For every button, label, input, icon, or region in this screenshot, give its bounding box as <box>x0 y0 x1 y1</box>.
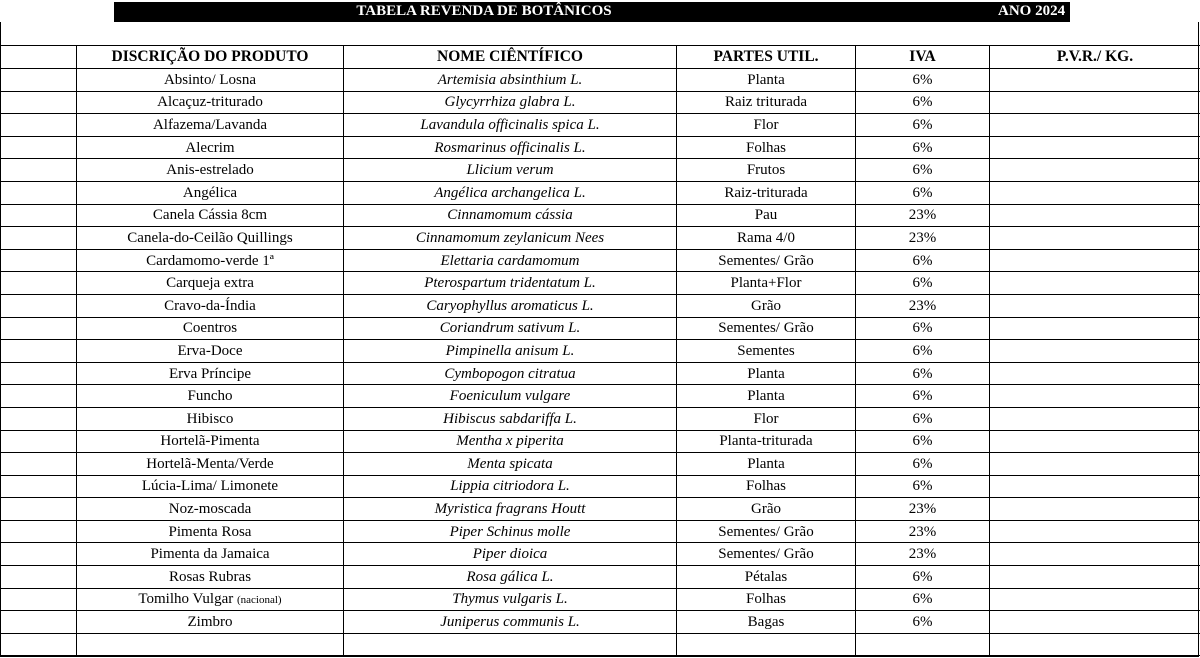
row-gutter-cell <box>1 114 77 137</box>
price-table <box>0 45 1200 656</box>
scientific-name-cell: Lippia citriodora L. <box>344 475 677 498</box>
parts-used-cell: Flor <box>677 114 856 137</box>
product-name: Hibisco <box>186 410 234 427</box>
product-name: Angélica <box>182 184 238 201</box>
product-cell <box>77 543 344 566</box>
product-cell <box>77 385 344 408</box>
product-cell <box>77 136 344 159</box>
pvr-cell <box>990 272 1200 295</box>
pvr-cell <box>990 498 1200 521</box>
product-cell <box>77 588 344 611</box>
iva-cell: 6% <box>856 317 990 340</box>
iva-cell: 6% <box>856 340 990 363</box>
iva-cell: 6% <box>856 588 990 611</box>
parts-used-cell: Frutos <box>677 159 856 182</box>
table-row <box>1 633 1200 656</box>
pvr-cell <box>990 611 1200 634</box>
iva-cell: 6% <box>856 385 990 408</box>
pvr-cell <box>990 520 1200 543</box>
pvr-cell <box>990 69 1200 92</box>
scientific-name-cell: Foeniculum vulgare <box>344 385 677 408</box>
product-name: Zimbro <box>187 614 233 631</box>
product-name: Canela-do-Ceilão Quillings <box>127 229 293 246</box>
parts-used-cell: Pétalas <box>677 566 856 589</box>
pvr-cell <box>990 159 1200 182</box>
pvr-cell <box>990 588 1200 611</box>
scientific-name-cell: Pimpinella anisum L. <box>344 340 677 363</box>
pvr-cell <box>990 362 1200 385</box>
parts-used-cell: Planta <box>677 453 856 476</box>
iva-cell: 6% <box>856 566 990 589</box>
table-row <box>1 227 1200 250</box>
iva-cell: 23% <box>856 227 990 250</box>
scientific-name-cell: Hibiscus sabdariffa L. <box>344 407 677 430</box>
pvr-cell <box>990 204 1200 227</box>
product-name: Hortelã-Menta/Verde <box>146 455 274 472</box>
parts-used-cell: Flor <box>677 407 856 430</box>
row-gutter-cell <box>1 588 77 611</box>
product-cell <box>77 317 344 340</box>
parts-used-cell: Folhas <box>677 475 856 498</box>
table-row <box>1 385 1200 408</box>
scientific-name-cell: Thymus vulgaris L. <box>344 588 677 611</box>
table-row <box>1 430 1200 453</box>
row-gutter-cell <box>1 543 77 566</box>
row-gutter-cell <box>1 317 77 340</box>
row-gutter-cell <box>1 227 77 250</box>
row-gutter-cell <box>1 407 77 430</box>
product-name: Cardamomo-verde 1ª <box>146 252 274 269</box>
product-cell <box>77 294 344 317</box>
iva-cell: 6% <box>856 159 990 182</box>
product-name: Canela Cássia 8cm <box>152 207 268 224</box>
row-gutter-cell <box>1 91 77 114</box>
year-label: ANO 2024 <box>998 3 1066 19</box>
row-gutter-cell <box>1 249 77 272</box>
parts-used-cell: Folhas <box>677 136 856 159</box>
scientific-name-cell: Pterospartum tridentatum L. <box>344 272 677 295</box>
row-gutter-cell <box>1 498 77 521</box>
scientific-name-cell: Artemisia absinthium L. <box>344 69 677 92</box>
pvr-cell <box>990 317 1200 340</box>
product-cell <box>77 204 344 227</box>
iva-cell: 6% <box>856 136 990 159</box>
pvr-cell <box>990 136 1200 159</box>
row-gutter-cell <box>1 272 77 295</box>
row-gutter-cell <box>1 159 77 182</box>
pvr-cell <box>990 114 1200 137</box>
pvr-cell <box>990 430 1200 453</box>
pvr-cell <box>990 633 1200 656</box>
iva-cell: 23% <box>856 498 990 521</box>
product-cell <box>77 633 344 656</box>
row-gutter-cell <box>1 204 77 227</box>
table-row <box>1 181 1200 204</box>
product-name: Pimenta da Jamaica <box>150 546 270 563</box>
product-name: Absinto/ Losna <box>163 71 257 88</box>
parts-used-cell: Planta-triturada <box>677 430 856 453</box>
product-cell <box>77 407 344 430</box>
pvr-cell <box>990 227 1200 250</box>
iva-cell: 6% <box>856 453 990 476</box>
product-name: Tomilho Vulgar <box>138 590 234 607</box>
table-row <box>1 69 1200 92</box>
table-row <box>1 249 1200 272</box>
product-cell <box>77 611 344 634</box>
pvr-cell <box>990 566 1200 589</box>
row-gutter-cell <box>1 520 77 543</box>
product-cell <box>77 453 344 476</box>
product-cell <box>77 475 344 498</box>
scientific-name-cell: Llicium verum <box>344 159 677 182</box>
product-cell <box>77 498 344 521</box>
table-row <box>1 453 1200 476</box>
iva-cell: 6% <box>856 69 990 92</box>
table-row <box>1 159 1200 182</box>
iva-cell: 6% <box>856 91 990 114</box>
scientific-name-cell: Cinnamomum zeylanicum Nees <box>344 227 677 250</box>
iva-cell: 6% <box>856 249 990 272</box>
pvr-cell <box>990 181 1200 204</box>
product-cell <box>77 340 344 363</box>
table-header-row <box>1 46 1200 69</box>
row-gutter-cell <box>1 385 77 408</box>
parts-used-cell: Sementes <box>677 340 856 363</box>
product-name: Funcho <box>187 388 233 405</box>
table-title: TABELA REVENDA DE BOTÂNICOS <box>356 3 612 19</box>
parts-used-cell: Folhas <box>677 588 856 611</box>
iva-cell: 23% <box>856 543 990 566</box>
table-row <box>1 611 1200 634</box>
row-gutter-cell <box>1 340 77 363</box>
iva-cell: 6% <box>856 362 990 385</box>
table-row <box>1 407 1200 430</box>
iva-cell: 23% <box>856 520 990 543</box>
table-row <box>1 340 1200 363</box>
row-gutter-cell <box>1 69 77 92</box>
scientific-name-cell: Piper Schinus molle <box>344 520 677 543</box>
product-name: Pimenta Rosa <box>168 523 252 540</box>
pvr-cell <box>990 453 1200 476</box>
product-name: Cravo-da-Índia <box>164 297 256 314</box>
product-name: Coentros <box>182 320 238 337</box>
scientific-name-cell: Piper dioica <box>344 543 677 566</box>
product-cell <box>77 430 344 453</box>
scientific-name-cell: Menta spicata <box>344 453 677 476</box>
parts-used-cell: Planta <box>677 362 856 385</box>
row-gutter-cell <box>1 633 77 656</box>
product-cell <box>77 91 344 114</box>
iva-cell: 23% <box>856 294 990 317</box>
product-name: Erva Príncipe <box>168 365 252 382</box>
pvr-cell <box>990 385 1200 408</box>
table-row <box>1 204 1200 227</box>
scientific-name-cell: Elettaria cardamomum <box>344 249 677 272</box>
product-cell <box>77 69 344 92</box>
scientific-name-cell: Rosmarinus officinalis L. <box>344 136 677 159</box>
pvr-cell <box>990 294 1200 317</box>
product-name: Noz-moscada <box>168 501 252 518</box>
row-gutter-cell <box>1 566 77 589</box>
product-cell <box>77 159 344 182</box>
row-gutter-cell <box>1 294 77 317</box>
parts-used-cell: Sementes/ Grão <box>677 317 856 340</box>
table-row <box>1 136 1200 159</box>
row-gutter-cell <box>1 136 77 159</box>
row-gutter-cell <box>1 430 77 453</box>
parts-used-cell: Sementes/ Grão <box>677 520 856 543</box>
scientific-name-cell: Angélica archangelica L. <box>344 181 677 204</box>
parts-used-cell: Planta+Flor <box>677 272 856 295</box>
product-cell <box>77 249 344 272</box>
row-gutter-cell <box>1 181 77 204</box>
table-row <box>1 588 1200 611</box>
pvr-cell <box>990 543 1200 566</box>
iva-cell: 6% <box>856 475 990 498</box>
product-name: Rosas Rubras <box>168 568 252 585</box>
parts-used-cell: Planta <box>677 385 856 408</box>
product-name: Alfazema/Lavanda <box>152 116 268 133</box>
product-cell <box>77 227 344 250</box>
column-header-parts: PARTES UTIL. <box>677 46 856 69</box>
column-header-iva: IVA <box>856 46 990 69</box>
table-row <box>1 520 1200 543</box>
iva-cell <box>856 633 990 656</box>
parts-used-cell: Pau <box>677 204 856 227</box>
table-row <box>1 294 1200 317</box>
parts-used-cell <box>677 633 856 656</box>
scientific-name-cell: Rosa gálica L. <box>344 566 677 589</box>
parts-used-cell: Raiz-triturada <box>677 181 856 204</box>
row-gutter-cell <box>1 475 77 498</box>
iva-cell: 6% <box>856 611 990 634</box>
scientific-name-cell: Cinnamomum cássia <box>344 204 677 227</box>
product-cell <box>77 566 344 589</box>
row-gutter-header <box>1 46 77 69</box>
product-name: Lúcia-Lima/ Limonete <box>141 478 279 495</box>
table-row <box>1 362 1200 385</box>
product-name: Alecrim <box>185 139 235 156</box>
product-cell <box>77 114 344 137</box>
scientific-name-cell: Glycyrrhiza glabra L. <box>344 91 677 114</box>
pvr-cell <box>990 91 1200 114</box>
row-gutter-cell <box>1 362 77 385</box>
product-name: Alcaçuz-triturado <box>157 94 263 111</box>
iva-cell: 6% <box>856 181 990 204</box>
table-row <box>1 114 1200 137</box>
product-name: Anis-estrelado <box>166 162 254 179</box>
iva-cell: 6% <box>856 272 990 295</box>
parts-used-cell: Grão <box>677 294 856 317</box>
pvr-cell <box>990 249 1200 272</box>
parts-used-cell: Sementes/ Grão <box>677 543 856 566</box>
product-cell <box>77 181 344 204</box>
iva-cell: 6% <box>856 430 990 453</box>
row-gutter-cell <box>1 453 77 476</box>
scientific-name-cell: Caryophyllus aromaticus L. <box>344 294 677 317</box>
product-cell <box>77 520 344 543</box>
table-row <box>1 475 1200 498</box>
product-name: Erva-Doce <box>177 342 243 359</box>
product-cell <box>77 362 344 385</box>
product-name: Hortelã-Pimenta <box>160 433 260 450</box>
parts-used-cell: Rama 4/0 <box>677 227 856 250</box>
iva-cell: 6% <box>856 407 990 430</box>
scientific-name-cell: Myristica fragrans Houtt <box>344 498 677 521</box>
pvr-cell <box>990 475 1200 498</box>
parts-used-cell: Grão <box>677 498 856 521</box>
column-header-pvr: P.V.R./ KG. <box>990 46 1200 69</box>
scientific-name-cell: Coriandrum sativum L. <box>344 317 677 340</box>
product-cell <box>77 272 344 295</box>
column-header-scientific: NOME CIÊNTÍFICO <box>344 46 677 69</box>
product-note: (nacional) <box>237 593 282 606</box>
table-row <box>1 566 1200 589</box>
iva-cell: 6% <box>856 114 990 137</box>
scientific-name-cell <box>344 633 677 656</box>
scientific-name-cell: Cymbopogon citratua <box>344 362 677 385</box>
parts-used-cell: Raiz triturada <box>677 91 856 114</box>
parts-used-cell: Sementes/ Grão <box>677 249 856 272</box>
scientific-name-cell: Mentha x piperita <box>344 430 677 453</box>
product-name: Carqueja extra <box>166 275 254 292</box>
table-row <box>1 91 1200 114</box>
table-row <box>1 543 1200 566</box>
scientific-name-cell: Lavandula officinalis spica L. <box>344 114 677 137</box>
parts-used-cell: Planta <box>677 69 856 92</box>
iva-cell: 23% <box>856 204 990 227</box>
parts-used-cell: Bagas <box>677 611 856 634</box>
table-row <box>1 317 1200 340</box>
pvr-cell <box>990 340 1200 363</box>
scientific-name-cell: Juniperus communis L. <box>344 611 677 634</box>
title-bar <box>114 2 1070 22</box>
table-row <box>1 272 1200 295</box>
row-gutter-cell <box>1 611 77 634</box>
pvr-cell <box>990 407 1200 430</box>
table-row <box>1 498 1200 521</box>
column-header-product: DISCRIÇÃO DO PRODUTO <box>77 46 344 69</box>
